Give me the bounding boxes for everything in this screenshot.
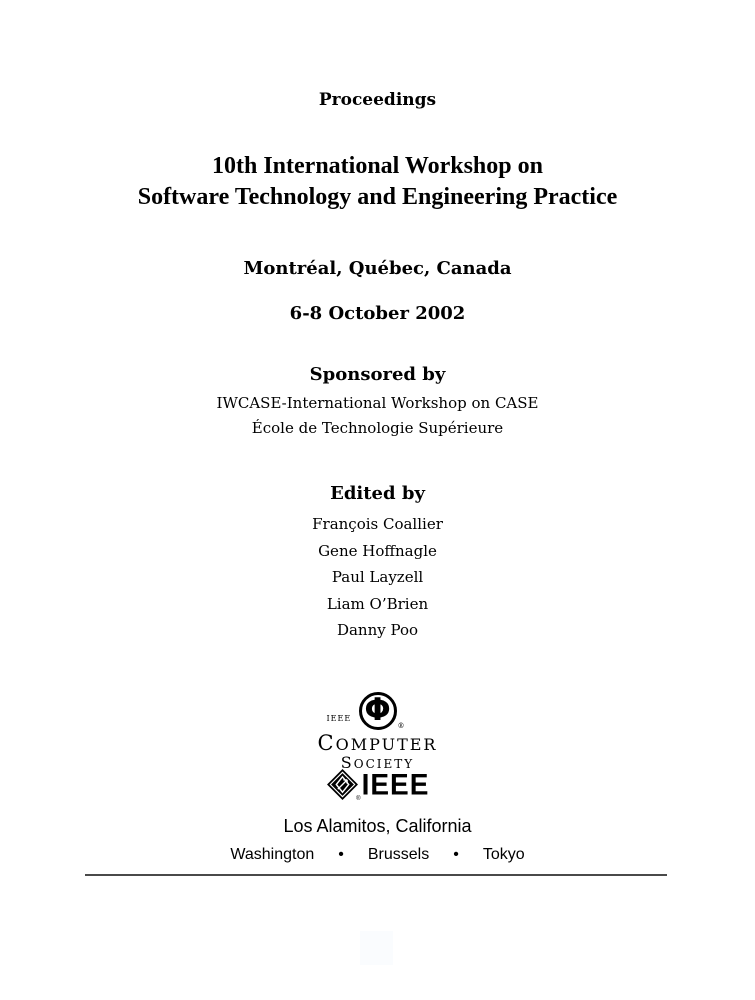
bullet-separator: • [338, 846, 344, 863]
edited-by-heading: Edited by [330, 483, 425, 504]
office-city: Brussels [367, 846, 430, 863]
faint-watermark-square [360, 931, 393, 965]
ieee-logotype: IEEE [361, 767, 430, 801]
cs-logo-computer: COMPUTER [317, 731, 438, 755]
series-label: Proceedings [318, 90, 437, 110]
registered-mark: ® [356, 796, 361, 802]
phi-emblem-icon [326, 692, 405, 732]
bullet-separator: • [453, 846, 459, 863]
editor-name: Danny Poo [336, 621, 419, 639]
editor-name: François Coallier [312, 515, 443, 533]
editor-name: Gene Hoffnagle [318, 541, 437, 560]
book-title [0, 151, 755, 213]
ieee-kite-diamond-icon [326, 768, 359, 801]
editor-name: Liam O’Brien [326, 594, 429, 613]
sponsor-item: IWCASE-International Workshop on CASE [216, 394, 539, 412]
ieee-logo [0, 768, 755, 805]
footer-rule [85, 874, 667, 876]
book-title-line1: 10th International Workshop on [212, 153, 543, 179]
office-city: Tokyo [482, 846, 525, 863]
cs-logo-ieee-text: IEEE [326, 714, 352, 723]
editors-list [0, 511, 755, 644]
publisher-city: Los Alamitos, California [283, 816, 472, 836]
editor-name: Paul Layzell [331, 568, 424, 586]
publisher-offices [0, 846, 755, 864]
registered-mark: ® [397, 722, 405, 730]
venue: Montréal, Québec, Canada [243, 258, 512, 279]
ieee-computer-society-logo [0, 692, 755, 771]
book-title-line2: Software Technology and Engineering Practice [137, 184, 618, 210]
office-city: Washington [230, 846, 315, 863]
phi-circle-icon: Φ [359, 692, 397, 730]
sponsored-by-heading: Sponsored by [309, 364, 446, 385]
cs-logo-society: SOCIETY [340, 753, 415, 772]
event-dates: 6-8 October 2002 [289, 303, 466, 324]
sponsor-item: École de Technologie Supérieure [251, 419, 504, 437]
